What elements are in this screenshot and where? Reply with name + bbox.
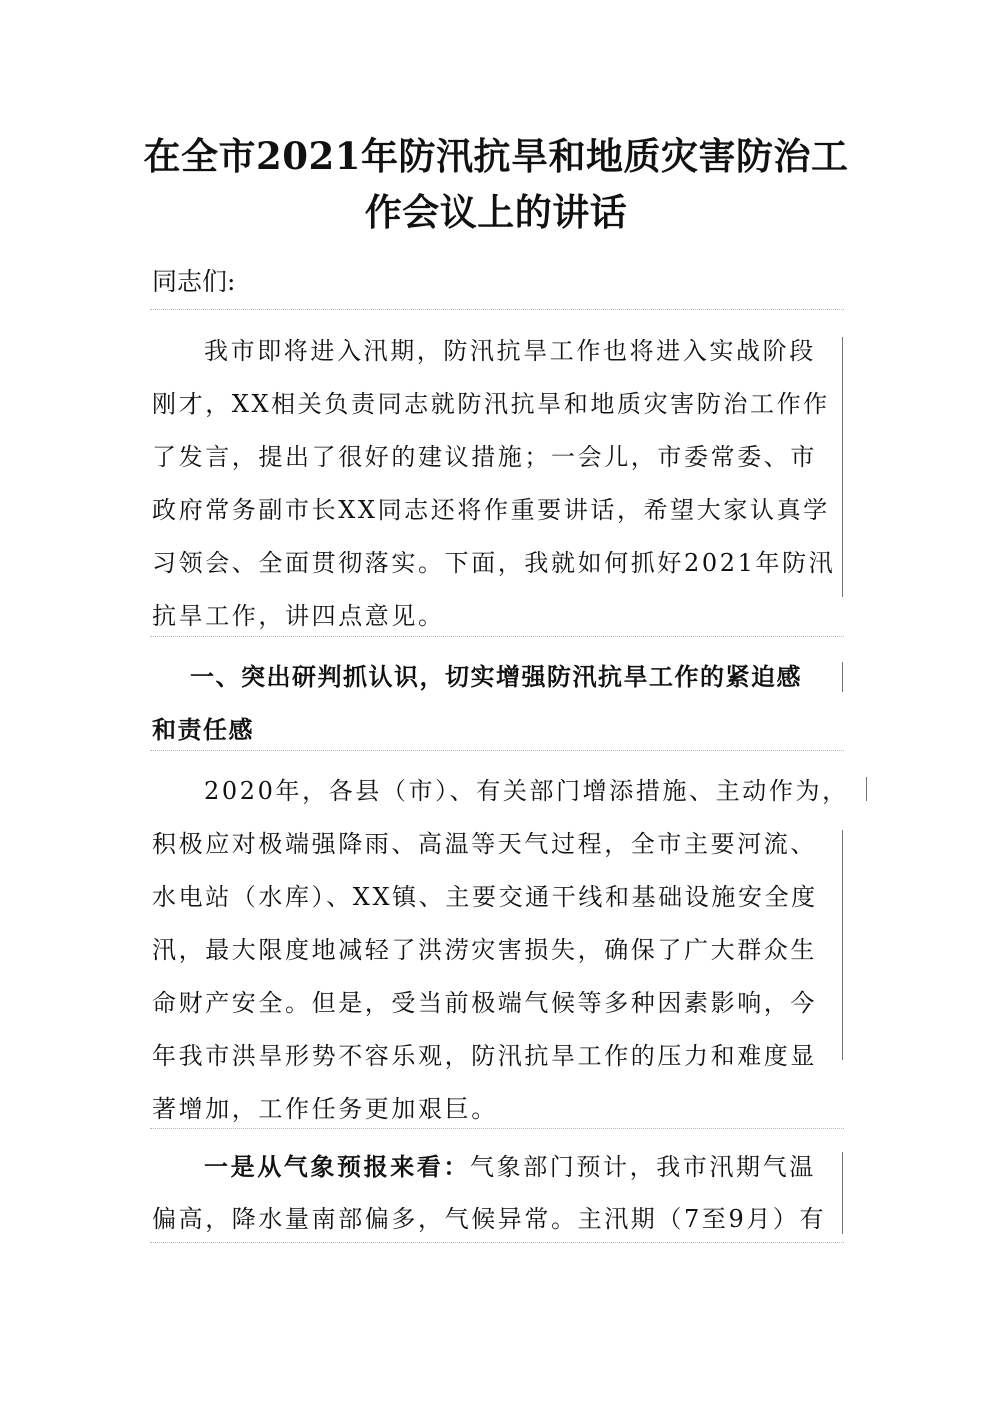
para2-line-7: 著增加，工作任务更加艰巨。 <box>152 1095 498 1123</box>
divider <box>150 636 844 637</box>
margin-mark <box>866 777 867 801</box>
para3-line-1-rest: 气象部门预计，我市汛期气温 <box>470 1153 816 1181</box>
intro-line-6: 抗旱工作，讲四点意见。 <box>152 602 445 630</box>
intro-paragraph <box>152 325 842 643</box>
para2-line-4: 汛，最大限度地减轻了洪涝灾害损失，确保了广大群众生 <box>152 936 817 964</box>
section-heading-1 <box>152 650 842 756</box>
divider <box>150 750 844 751</box>
para2-line-2: 积极应对极端强降雨、高温等天气过程，全市主要河流、 <box>152 830 817 858</box>
margin-mark <box>842 1152 843 1234</box>
intro-line-2: 刚才，XX相关负责同志就防汛抗旱和地质灾害防治工作作 <box>152 390 830 418</box>
divider <box>150 1242 844 1243</box>
title-line-1: 在全市2021年防汛抗旱和地质灾害防治工 <box>143 134 849 178</box>
para2-line-3: 水电站（水库）、XX镇、主要交通干线和基础设施安全度 <box>152 883 818 911</box>
margin-mark <box>842 662 843 692</box>
title-line-2: 作会议上的讲话 <box>364 190 628 234</box>
para3-line-1 <box>152 1140 842 1193</box>
salutation: 同志们: <box>152 267 236 296</box>
paragraph-3 <box>152 1140 842 1246</box>
intro-line-1: 我市即将进入汛期，防汛抗旱工作也将进入实战阶段 <box>204 337 816 365</box>
para3-line-2: 偏高，降水量南部偏多，气候异常。主汛期（7至9月）有 <box>152 1205 827 1233</box>
document-title <box>120 128 872 240</box>
divider <box>150 309 844 310</box>
intro-line-3: 了发言，提出了很好的建议措施；一会儿，市委常委、市 <box>152 443 817 471</box>
intro-line-4: 政府常务副市长XX同志还将作重要讲话，希望大家认真学 <box>152 496 830 524</box>
divider <box>150 1128 844 1129</box>
para2-line-6: 年我市洪旱形势不容乐观，防汛抗旱工作的压力和难度显 <box>152 1042 817 1070</box>
para2-line-1: 2020年，各县（市）、有关部门增添措施、主动作为， <box>204 777 849 805</box>
heading-line-2: 和责任感 <box>152 715 254 744</box>
para3-lead: 一是从气象预报来看： <box>204 1152 470 1181</box>
margin-mark <box>842 830 843 1060</box>
para2-line-5: 命财产安全。但是，受当前极端气候等多种因素影响，今 <box>152 989 817 1017</box>
paragraph-2 <box>152 765 849 1136</box>
margin-mark <box>842 337 843 597</box>
intro-line-5: 习领会、全面贯彻落实。下面，我就如何抓好2021年防汛 <box>152 549 836 577</box>
heading-line-1: 一、突出研判抓认识，切实增强防汛抗旱工作的紧迫感 <box>190 662 802 691</box>
